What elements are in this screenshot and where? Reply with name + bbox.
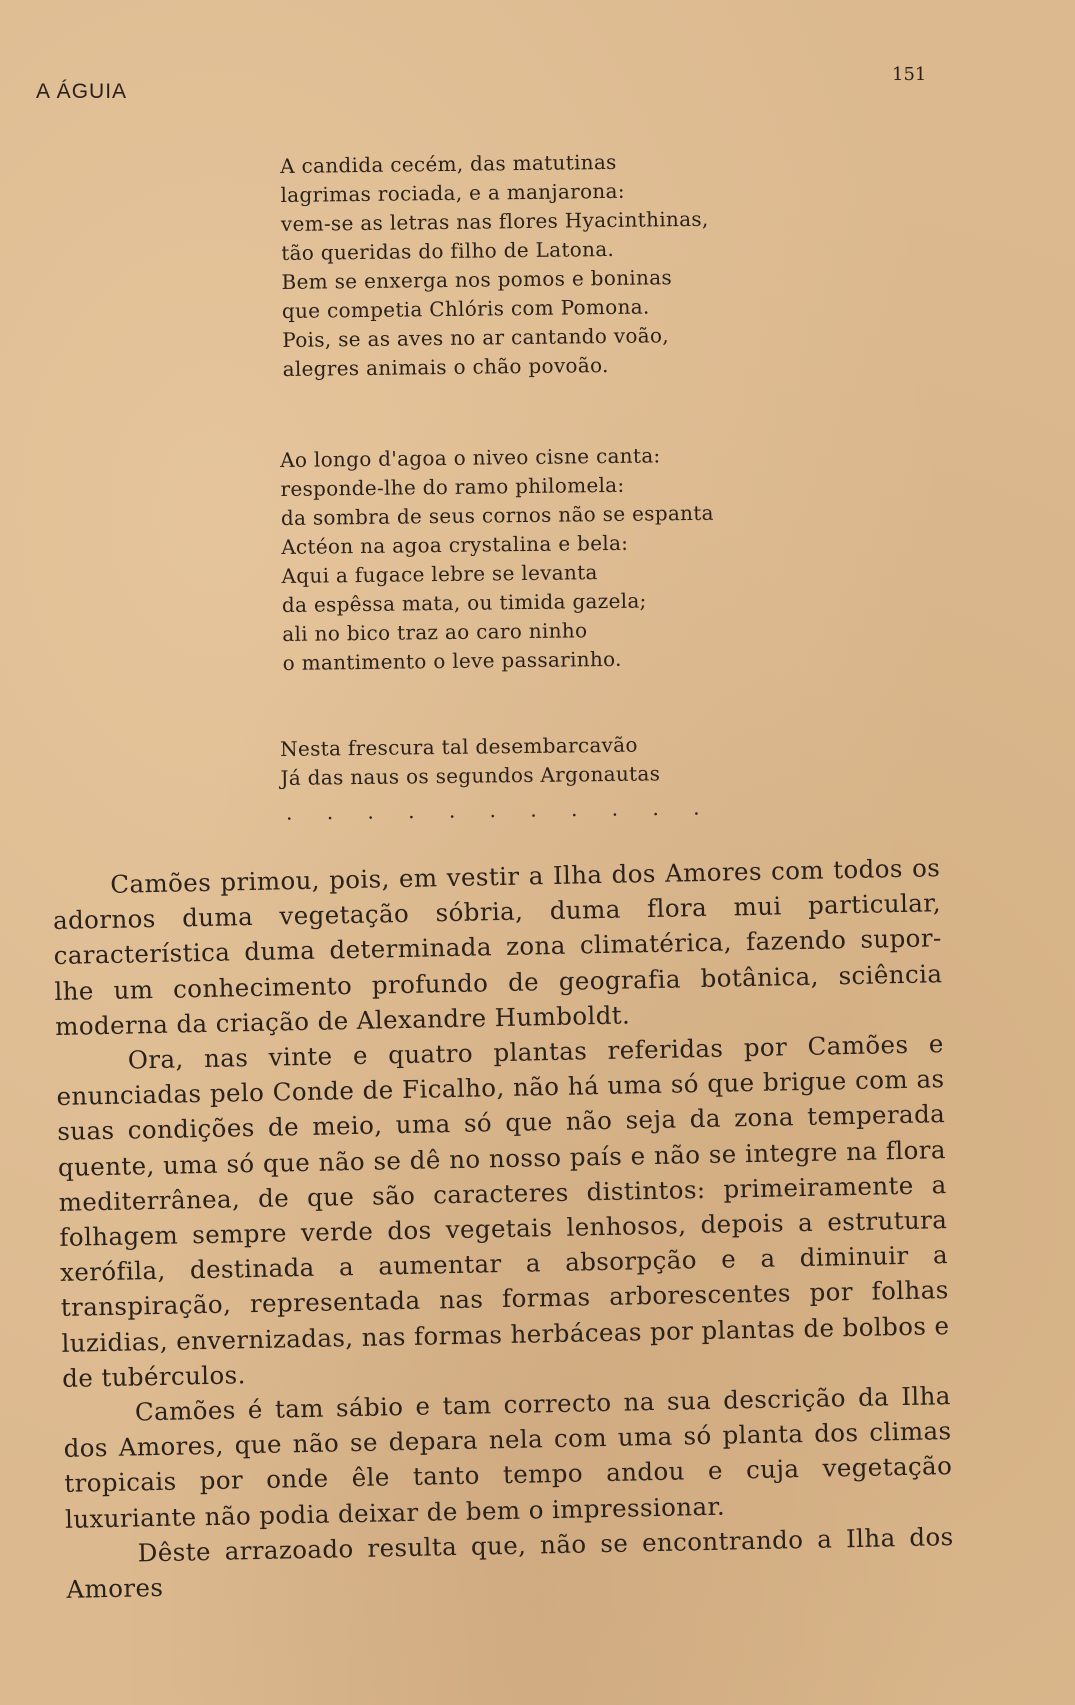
poem-line: da espêssa mata, ou timida gazela; bbox=[281, 588, 647, 617]
page-number: 151 bbox=[892, 64, 927, 85]
body-paragraph: Dêste arrazoado resulta que, não se encontrando a Ilha dos Amores bbox=[66, 1521, 954, 1604]
poem-line: que competia Chlóris com Pomona. bbox=[281, 294, 650, 323]
poem-line: responde-lhe do ramo philomela: bbox=[280, 472, 625, 501]
poem-line: Já das naus os segundos Argonautas bbox=[280, 761, 661, 790]
poem-line: alegres animais o chão povoão. bbox=[282, 353, 609, 381]
body-text bbox=[52, 850, 955, 1607]
poem-line: A candida cecém, das matutinas bbox=[280, 149, 617, 178]
running-title: A ÁGUIA bbox=[36, 80, 128, 103]
poem-line: Pois, se as aves no ar cantando voão, bbox=[282, 323, 670, 352]
poem-stanza-3 bbox=[280, 730, 660, 793]
poem-line: da sombra de seus cornos não se espanta bbox=[280, 500, 714, 530]
poem-line: o mantimento o leve passarinho. bbox=[282, 646, 622, 675]
poem-line: lagrimas rociada, e a manjarona: bbox=[280, 178, 625, 207]
poem-line: Actéon na agoa crystalina e bela: bbox=[281, 530, 629, 559]
poem-line: Bem se enxerga nos pomos e boninas bbox=[281, 265, 673, 294]
body-paragraph: Camões primou, pois, em vestir a Ilha dos Amores com todos os adornos duma vegetação sóbria, duma flora mui particular, característica duma determinada zona climatérica, fazendo supor-lhe um conhecimento profundo de geografia botânica, sciência moderna da criação de Alexandre Humboldt. bbox=[52, 853, 943, 1041]
poem-line: Ao longo d'agoa o niveo cisne canta: bbox=[280, 443, 661, 472]
poem-stanza-1 bbox=[280, 147, 711, 384]
poem-line: vem-se as letras nas flores Hyacinthinas, bbox=[280, 206, 709, 236]
body-paragraph: Ora, nas vinte e quatro plantas referidas por Camões e enunciadas pelo Conde de Ficalho, não há uma só que brigue com as suas condições de meio, uma só que não seja da zona temperada quente, uma só que não se dê no nosso país e não se integre na flora mediterrânea, de que são caracteres distintos: primeiramente a folhagem sempre verde dos vegetais lenhosos, depois a estrutura xerófila, destinada a aumentar a absorpção e a diminuir a transpiração, representada nas formas arborescentes por folhas luzidias, envernizadas, nas formas herbáceas por plantas de bolbos e de tubérculos. bbox=[56, 1029, 950, 1393]
poem-line: Nesta frescura tal desembarcavão bbox=[280, 732, 638, 761]
poem-line: Aqui a fugace lebre se levanta bbox=[281, 560, 598, 588]
poem-stanza-2 bbox=[280, 441, 716, 678]
body-paragraph: Camões é tam sábio e tam correcto na sua descrição da Ilha dos Amores, que não se depara nela com uma só planta dos climas tropicais por onde êle tanto tempo andou e cuja vegetação luxuriante não podia deixar de bem o impressionar. bbox=[63, 1381, 953, 1534]
poem-ellipsis: . . . . . . . . . . . bbox=[285, 795, 714, 825]
poem-line: tão queridas do filho de Latona. bbox=[281, 236, 615, 265]
poem-line: ali no bico traz ao caro ninho bbox=[282, 618, 588, 646]
